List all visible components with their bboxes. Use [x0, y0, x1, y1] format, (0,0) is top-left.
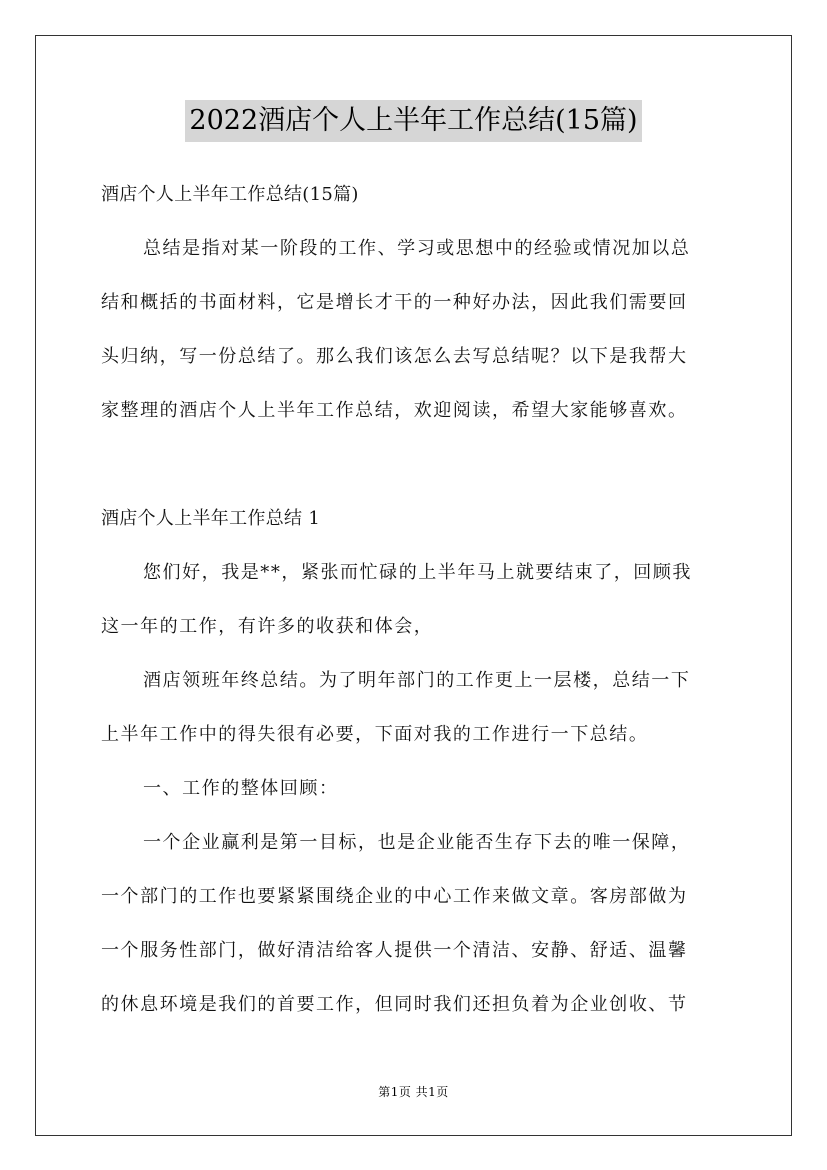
- document-subtitle: 酒店个人上半年工作总结(15篇): [101, 184, 359, 205]
- intro-line: 总结是指对某一阶段的工作、学习或思想中的经验或情况加以总: [143, 238, 691, 259]
- section-line: 上半年工作中的得失很有必要，下面对我的工作进行一下总结。: [101, 724, 649, 745]
- section-line: 的休息环境是我们的首要工作，但同时我们还担负着为企业创收、节: [101, 994, 688, 1015]
- section-line: 这一年的工作，有许多的收获和体会，: [101, 616, 434, 637]
- section-heading: 酒店个人上半年工作总结 1: [101, 508, 321, 529]
- intro-line: 结和概括的书面材料，它是增长才干的一种好办法，因此我们需要回: [101, 292, 688, 313]
- page-footer: 第1页 共1页: [378, 1085, 449, 1099]
- intro-line: 家整理的酒店个人上半年工作总结，欢迎阅读，希望大家能够喜欢。: [101, 400, 688, 421]
- section-line: 一个服务性部门，做好清洁给客人提供一个清洁、安静、舒适、温馨: [101, 940, 688, 961]
- section-line: 您们好，我是**，紧张而忙碌的上半年马上就要结束了，回顾我: [143, 562, 692, 583]
- section-line: 酒店领班年终总结。为了明年部门的工作更上一层楼，总结一下: [143, 670, 691, 691]
- section-line: 一个部门的工作也要紧紧围绕企业的中心工作来做文章。客房部做为: [101, 886, 688, 907]
- title-container: [0, 100, 827, 142]
- section-line: 一、工作的整体回顾：: [143, 778, 339, 799]
- document-title: 2022酒店个人上半年工作总结(15篇): [185, 100, 641, 142]
- intro-line: 头归纳，写一份总结了。那么我们该怎么去写总结呢？以下是我帮大: [101, 346, 688, 367]
- section-line: 一个企业赢利是第一目标，也是企业能否生存下去的唯一保障，: [143, 832, 691, 853]
